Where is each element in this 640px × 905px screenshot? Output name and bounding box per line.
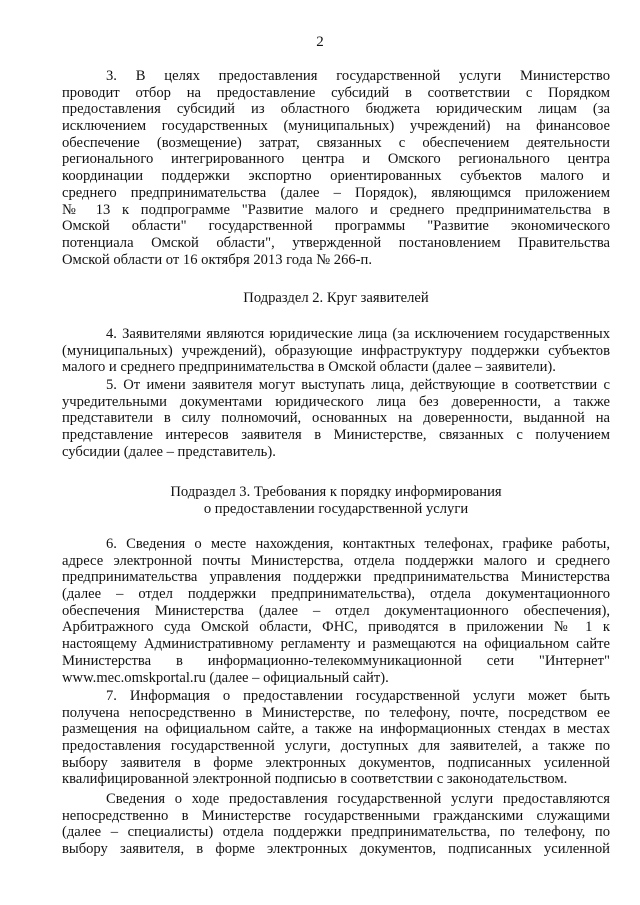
text-line: размещения на официальном сайте, а также на информационных стендах в местах	[62, 721, 610, 738]
text-line: регионального интегрированного центра и Омского регионального центра	[62, 151, 610, 168]
text-line: представление интересов заявителя в Министерстве, связанных с получением	[62, 427, 610, 444]
subsection-2-heading	[62, 290, 610, 307]
text-line: представители в силу полномочий, основанных на доверенности, выданной на	[62, 410, 610, 427]
text-line: адресе электронной почты Министерства, отдела поддержки малого и среднего	[62, 552, 610, 569]
paragraph-7	[62, 688, 610, 788]
text-line: (далее – отдел поддержки предпринимательства), отдела документационного	[62, 586, 610, 603]
paragraph-4	[62, 326, 610, 376]
text-line: предоставления государственной услуги, доступных для заявителей, а также по	[62, 738, 610, 755]
text-line: 3. В целях предоставления государственной услуги Министерство	[106, 68, 610, 84]
text-line: предоставления субсидий из областного бюджета юридическим лицам (за	[62, 101, 610, 118]
text-line: Министерства в информационно-телекоммуникационной сети "Интернет"	[62, 652, 610, 669]
text-line: настоящему Административному регламенту и размещаются на официальном сайте	[62, 636, 610, 653]
text-line: малого и среднего предпринимательства в Омской области (далее – заявители).	[62, 359, 556, 376]
text-line: координации поддержки экспортно ориентированных субъектов малого и	[62, 168, 610, 185]
paragraph-3	[62, 68, 610, 268]
text-line: № 13 к подпрограмме "Развитие малого и среднего предпринимательства в	[62, 201, 610, 218]
text-line: непосредственно в Министерстве государственными гражданскими служащими	[62, 807, 610, 824]
text-line: выбору заявителя, в форме электронных документов, подписанных усиленной	[62, 841, 610, 858]
text-line: (муниципальных) учреждений), образующие инфраструктуру поддержки субъектов	[62, 342, 610, 359]
text-line: потенциала Омской области", утвержденной постановлением Правительства	[62, 234, 610, 251]
heading-line: Подраздел 3. Требования к порядку информирования	[170, 484, 502, 500]
paragraph-8	[62, 791, 610, 858]
text-line: субсидии (далее – представитель).	[62, 443, 276, 460]
text-line: обеспечение (возмещение) затрат, связанных с обеспечением деятельности	[62, 134, 610, 151]
text-line: 6. Сведения о месте нахождения, контактных телефонах, графике работы,	[106, 536, 610, 552]
page-number: 2	[316, 34, 324, 50]
heading-line: о предоставлении государственной услуги	[203, 500, 469, 517]
text-line: 7. Информация о предоставлении государственной услуги может быть	[106, 688, 610, 704]
text-line: проводит отбор на предоставление субсидий в соответствии с Порядком	[62, 84, 610, 101]
heading-line: Подраздел 2. Круг заявителей	[243, 290, 429, 306]
text-line: 5. От имени заявителя могут выступать лица, действующие в соответствии с	[106, 377, 610, 393]
subsection-3-heading	[62, 484, 610, 517]
text-line: 4. Заявителями являются юридические лица (за исключением государственных	[106, 326, 610, 342]
paragraph-6	[62, 536, 610, 686]
text-line: (далее – специалисты) отдела поддержки предпринимательства, по телефону, по	[62, 824, 610, 841]
text-line: Омской области от 16 октября 2013 года № 266-п.	[62, 251, 373, 268]
text-line: обеспечения Министерства (далее – отдел документационного обеспечения),	[62, 602, 610, 619]
text-line: www.mec.omskportal.ru (далее – официальный сайт).	[62, 669, 389, 686]
text-line: исключением государственных (муниципальных) учреждений) на финансовое	[62, 118, 610, 135]
text-line: Сведения о ходе предоставления государственной услуги предоставляются	[106, 791, 610, 807]
text-line: выбору заявителя в форме электронных документов, подписанных усиленной	[62, 754, 610, 771]
text-line: Омской области" государственной программы "Развитие экономического	[62, 218, 610, 235]
text-line: получена непосредственно в Министерстве, по телефону, почте, посредством ее	[62, 704, 610, 721]
text-line: среднего предпринимательства (далее – Порядок), являющимся приложением	[62, 184, 610, 201]
text-line: квалифицированной электронной подписью в соответствии с законодательством.	[62, 771, 568, 788]
paragraph-5	[62, 377, 610, 460]
text-line: предпринимательства управления поддержки предпринимательства Министерства	[62, 569, 610, 586]
text-line: Арбитражного суда Омской области, ФНС, приводятся в приложении № 1 к	[62, 619, 610, 636]
text-line: учредительными документами юридического лица без доверенности, а также	[62, 393, 610, 410]
